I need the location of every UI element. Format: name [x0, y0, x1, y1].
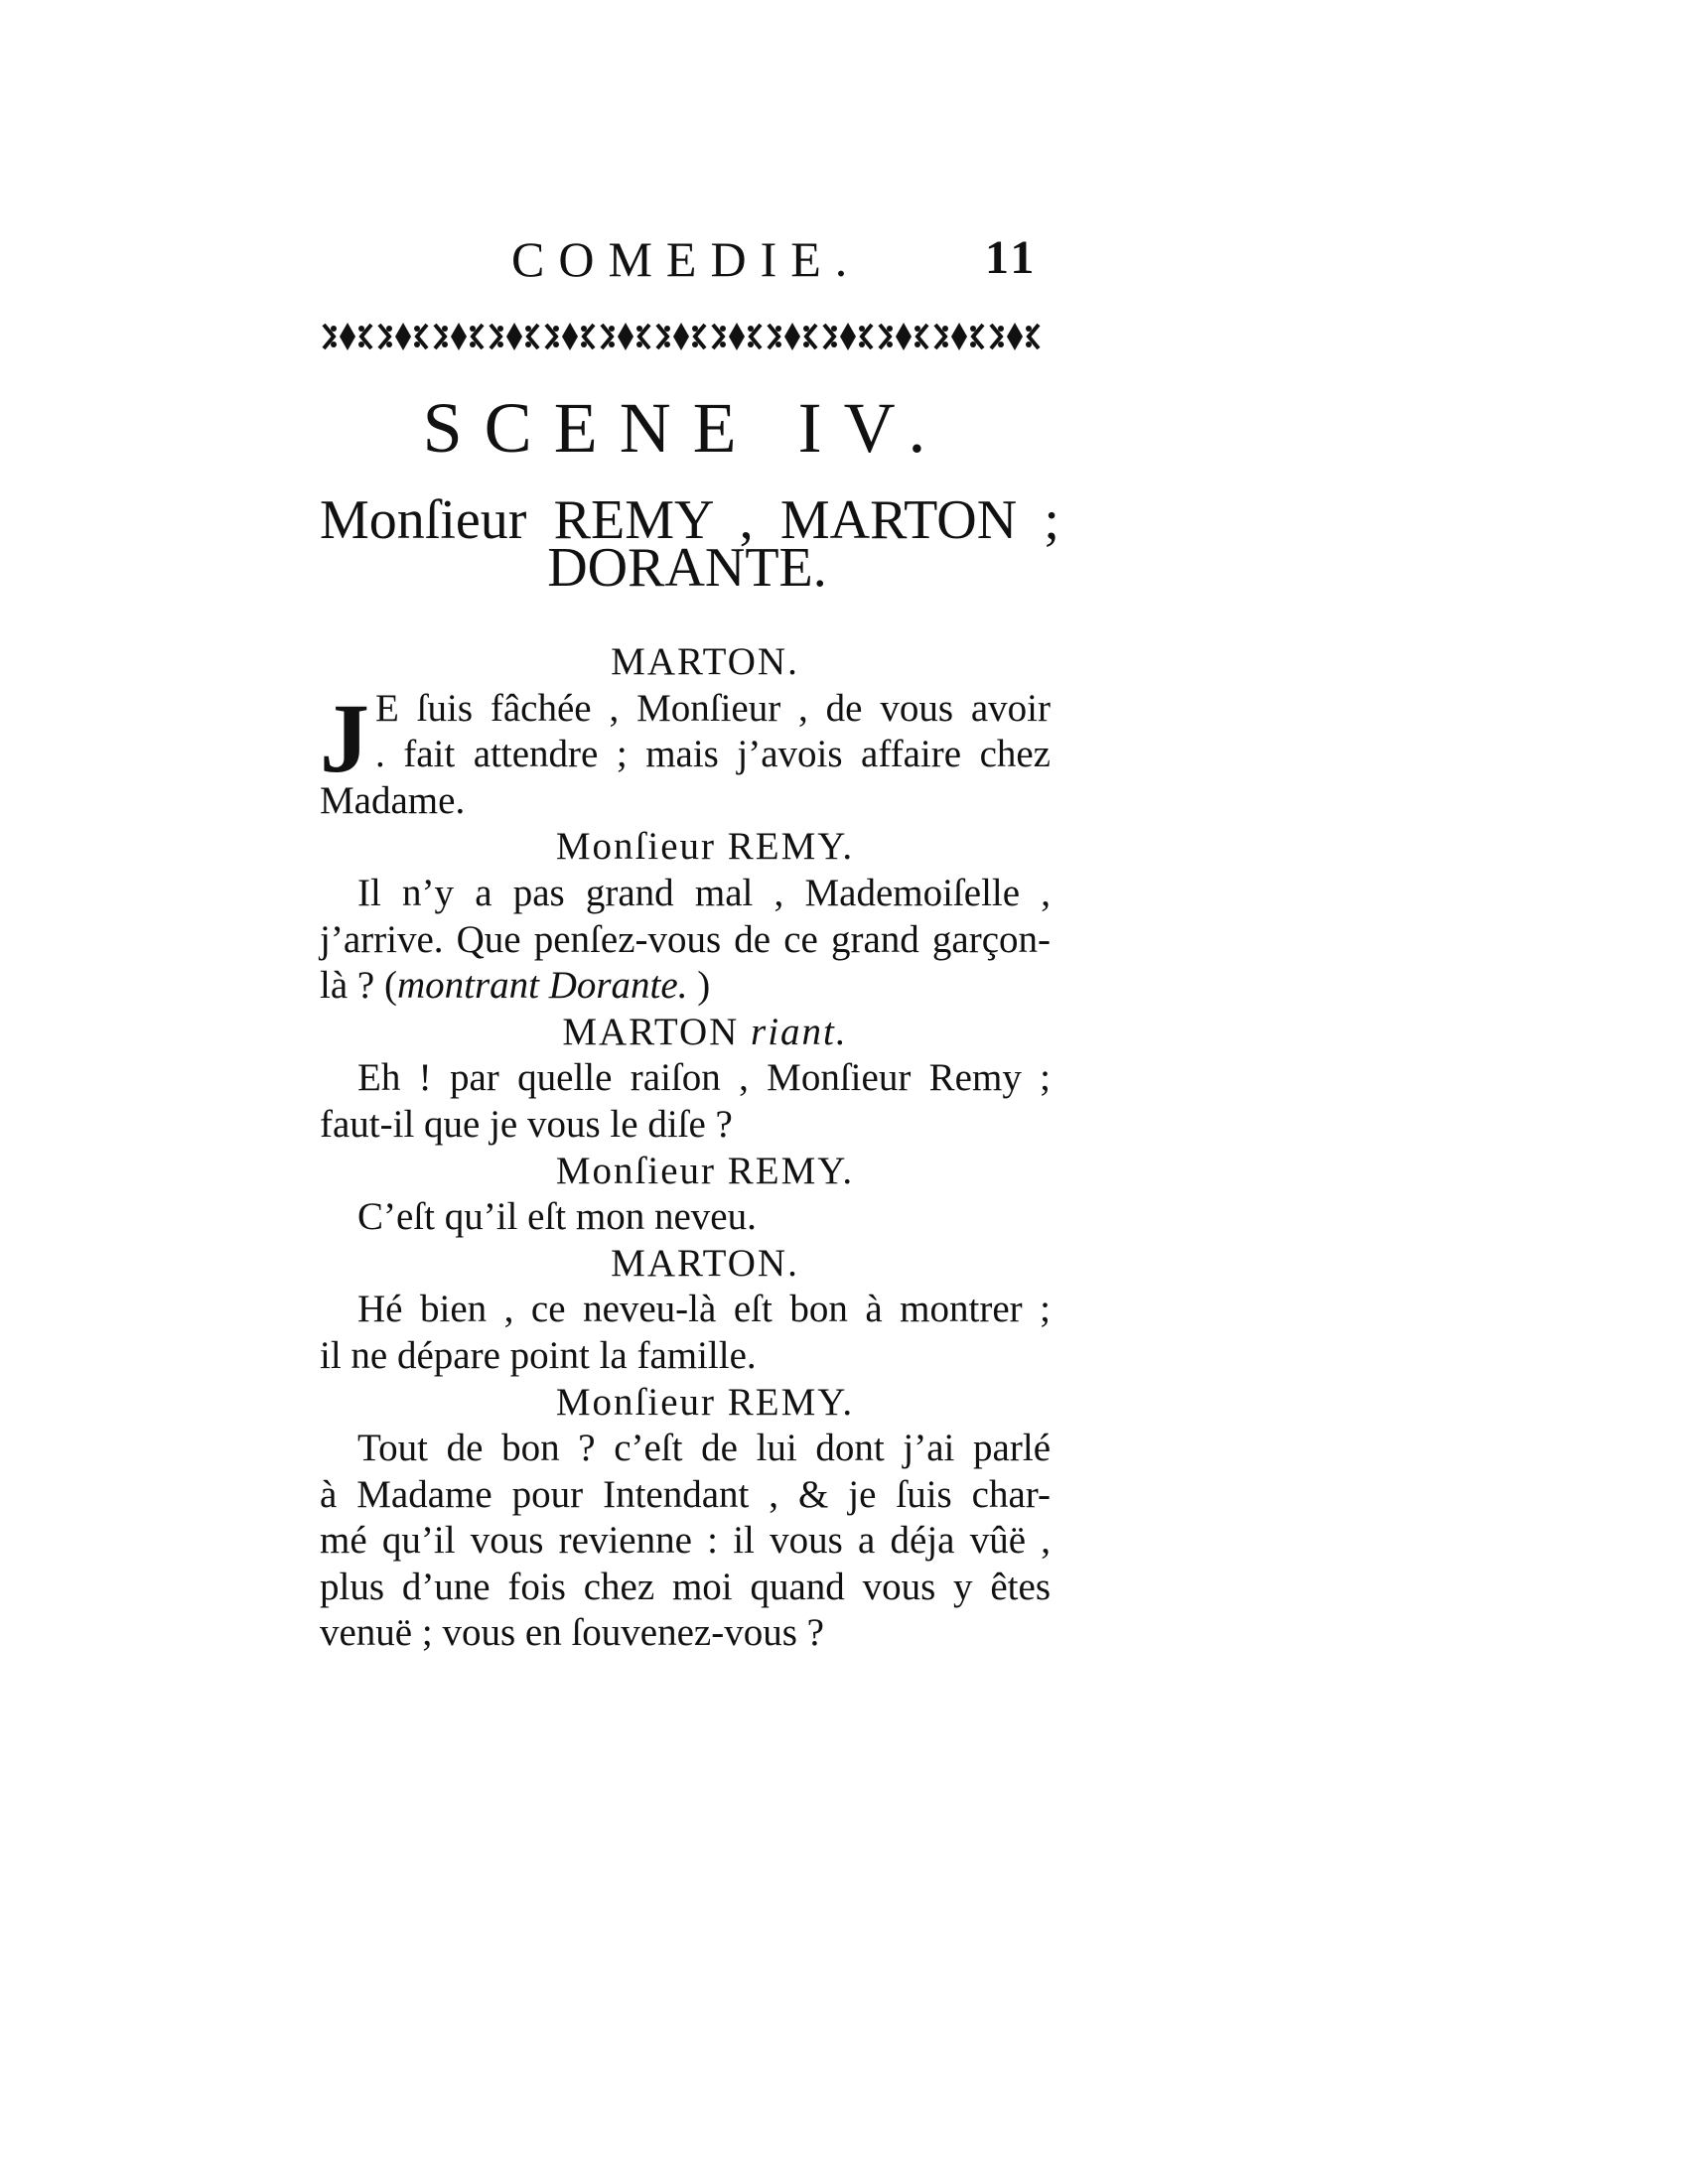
ornament-motif — [935, 323, 983, 350]
speaker-name — [320, 1380, 1051, 1427]
ornament-motif — [435, 323, 483, 350]
dialogue-line — [320, 1333, 1051, 1380]
line-text: . fait attendre ; mais j’avois affaire chez — [375, 733, 1051, 776]
ornament-motif — [713, 323, 761, 350]
ornament-motif — [491, 323, 538, 350]
ornament-motif — [657, 323, 705, 350]
cast-list-line-2: DORANTE. — [547, 537, 827, 599]
dialogue-line — [320, 1194, 1051, 1241]
ornament-motif — [880, 323, 927, 350]
dialogue-body — [320, 639, 1051, 1657]
dialogue-line — [320, 917, 1051, 964]
speaker-name — [320, 824, 1051, 871]
line-text: venuë ; vous en ſouvenez-vous ? — [320, 1611, 824, 1655]
dialogue-line — [320, 1518, 1051, 1565]
dialogue-line — [320, 1565, 1051, 1611]
dialogue-line — [320, 1102, 1051, 1149]
line-text: Hé bien , ce neveu-là eſt bon à montrer ; — [357, 1288, 1051, 1331]
speaker-name — [320, 1241, 1051, 1288]
ornament-band — [320, 320, 1045, 353]
line-text: il ne dépare point la famille. — [320, 1333, 757, 1377]
line-text: là ? ( — [320, 964, 397, 1008]
dialogue-line — [320, 778, 1051, 825]
dialogue-line — [320, 1426, 1051, 1472]
stage-direction: riant. — [751, 1010, 848, 1053]
ornament-motif — [769, 323, 816, 350]
running-title: COMEDIE. — [511, 231, 862, 287]
dialogue-line — [320, 1472, 1051, 1519]
ornament-motif — [546, 323, 594, 350]
line-text: Monſieur REMY. — [555, 1380, 855, 1424]
line-text: j’arrive. Que penſez-vous de ce grand garçon- — [320, 917, 1051, 961]
dialogue-line — [320, 1055, 1051, 1102]
line-text: ) — [687, 964, 711, 1008]
ornament-motif — [602, 323, 649, 350]
line-text: C’eſt qu’il eſt mon neveu. — [357, 1195, 757, 1239]
line-text: à Madame pour Intendant , & je ſuis char- — [320, 1472, 1051, 1516]
line-text: Madame. — [320, 778, 466, 822]
dialogue-line — [320, 1610, 1051, 1657]
line-text: MARTON. — [611, 640, 799, 683]
drop-cap: J — [320, 683, 369, 793]
dialogue-line — [320, 963, 1051, 1010]
speaker-name — [320, 1149, 1051, 1195]
line-text: Tout de bon ? c’eſt de lui dont j’ai parlé — [357, 1427, 1051, 1470]
line-text: Il n’y a pas grand mal , Mademoiſelle , — [357, 871, 1051, 914]
ornament-motif — [324, 323, 371, 350]
speaker-name — [320, 1010, 1051, 1056]
stage-direction: montrant Dorante. — [396, 964, 688, 1008]
ornament-motif — [991, 323, 1039, 350]
ornament-motif — [379, 323, 427, 350]
line-text: Monſieur REMY. — [555, 825, 855, 869]
line-text: mé qu’il vous revienne : il vous a déja vûë , — [320, 1519, 1051, 1563]
dialogue-line — [320, 871, 1051, 917]
dialogue-line — [320, 686, 1051, 733]
line-text: plus d’une fois chez moi quand vous y êtes — [320, 1565, 1051, 1608]
line-text: Eh ! par quelle raiſon , Monſieur Remy ; — [357, 1056, 1051, 1100]
dialogue-line — [320, 732, 1051, 778]
line-text: E ſuis fâchée , Monſieur , de vous avoir — [375, 686, 1051, 730]
line-text: Monſieur REMY. — [555, 1149, 855, 1192]
ornament-motif — [824, 323, 872, 350]
line-text: MARTON. — [611, 1241, 799, 1285]
scene-title: SCENE IV. — [422, 388, 948, 468]
line-text: MARTON — [562, 1010, 752, 1053]
cast-list-line-1: Monſieur REMY , MARTON ; — [320, 489, 1059, 551]
page-number: 11 — [985, 231, 1039, 284]
line-text: faut-il que je vous le diſe ? — [320, 1102, 733, 1146]
speaker-name — [320, 639, 1051, 686]
dialogue-line — [320, 1287, 1051, 1333]
